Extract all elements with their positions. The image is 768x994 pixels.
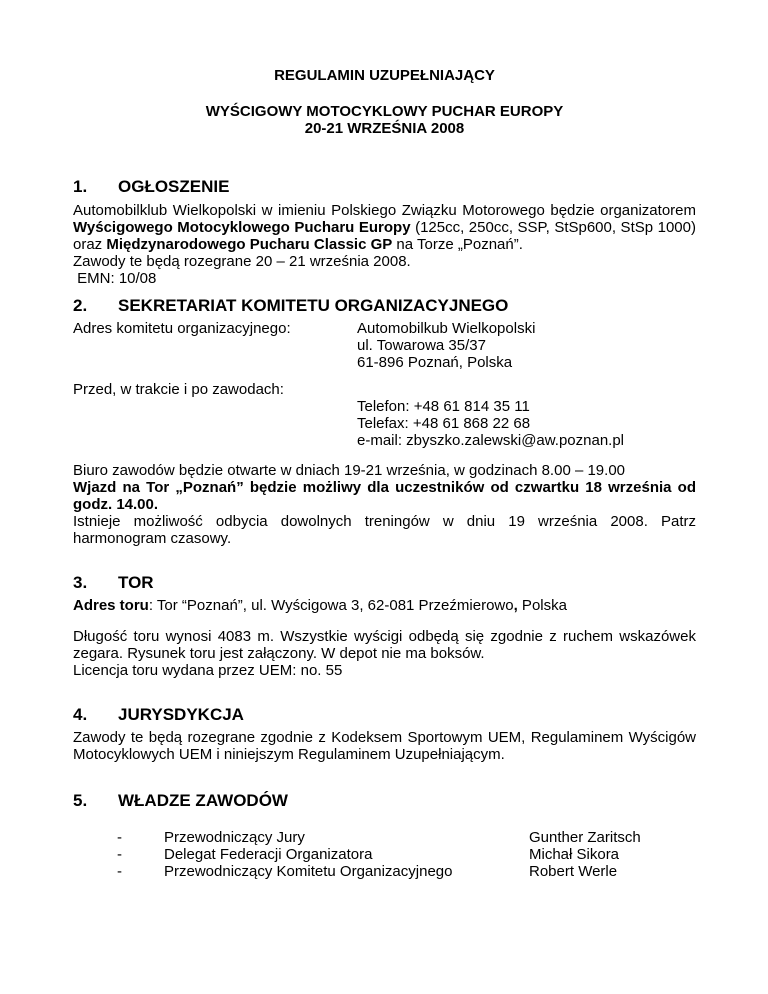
list-dash: - [117, 846, 122, 863]
official-name: Michał Sikora [529, 846, 620, 863]
jurisdiction-text: Zawody te będą rozegrane zgodnie z Kodeksem Sportowym UEM, Regulaminem Wyścigów Motocyklowych UEM i niniejszym Regulaminem Uzupełniającym. [73, 729, 696, 763]
training-info: Istnieje możliwość odbycia dowolnych treningów w dniu 19 września 2008. Patrz harmonogram czasowy. [73, 513, 696, 547]
track-licence: Licencja toru wydana przez UEM: no. 55 [73, 662, 343, 679]
track-length-info: Długość toru wynosi 4083 m. Wszystkie wyścigi odbędą się zgodnie z ruchem wskazówek zegara. Rysunek toru jest załączony. W depot nie ma boksów. [73, 628, 696, 662]
contact-label: Przed, w trakcie i po zawodach: [73, 381, 284, 398]
section-5-title: WŁADZE ZAWODÓW [118, 791, 288, 810]
office-hours: Biuro zawodów będzie otwarte w dniach 19-21 września, w godzinach 8.00 – 19.00 [73, 462, 625, 479]
address-line: 61-896 Poznań, Polska [357, 354, 513, 371]
document-subtitle [73, 103, 696, 137]
section-3-title: TOR [118, 573, 154, 592]
official-role: Przewodniczący Komitetu Organizacyjnego [164, 863, 453, 880]
subtitle-line-1: WYŚCIGOWY MOTOCYKLOWY PUCHAR EUROPY [205, 103, 564, 120]
phone-line: Telefon: +48 61 814 35 11 [357, 398, 530, 415]
section-1-emn: EMN: 10/08 [73, 270, 157, 287]
official-name: Robert Werle [529, 863, 618, 880]
section-1-announcement: Automobilklub Wielkopolski w imieniu Polskiego Związku Motorowego będzie organizatorem Wyścigowego Motocyklowego Pucharu Europy (125cc, 250cc, SSP, StSp600, StSp 1000) oraz Międzynarodowego Pucharu Classic GP na Torze „Poznań”. [73, 202, 696, 253]
track-entry-notice: Wjazd na Tor „Poznań” będzie możliwy dla uczestników od czwartku 18 września od godz. 14.00. [73, 479, 696, 513]
section-1-title: OGŁOSZENIE [118, 177, 230, 196]
document-title: REGULAMIN UZUPEŁNIAJĄCY [274, 67, 495, 84]
committee-address [357, 320, 535, 371]
section-1-dates: Zawody te będą rozegrane 20 – 21 września 2008. [73, 253, 411, 270]
contact-details [357, 398, 624, 449]
section-1-number: 1. [73, 177, 88, 196]
section-5-number: 5. [73, 791, 88, 810]
track-address: Adres toru: Tor “Poznań”, ul. Wyścigowa 3, 62-081 Przeźmierowo, Polska [73, 597, 567, 614]
official-role: Przewodniczący Jury [164, 829, 305, 846]
section-4-title: JURYSDYKCJA [118, 705, 244, 724]
list-dash: - [117, 829, 122, 846]
section-2-number: 2. [73, 296, 88, 315]
address-line: ul. Towarowa 35/37 [357, 337, 486, 354]
list-dash: - [117, 863, 122, 880]
address-label: Adres komitetu organizacyjnego: [73, 320, 291, 337]
official-role: Delegat Federacji Organizatora [164, 846, 373, 863]
subtitle-line-2: 20-21 WRZEŚNIA 2008 [304, 120, 465, 137]
section-3-number: 3. [73, 573, 88, 592]
classic-cup-name: Międzynarodowego Pucharu Classic GP [106, 236, 393, 253]
section-2-title: SEKRETARIAT KOMITETU ORGANIZACYJNEGO [118, 296, 509, 315]
track-address-label: Adres toru [73, 597, 149, 614]
email-line: e-mail: zbyszko.zalewski@aw.poznan.pl [357, 432, 625, 449]
official-name: Gunther Zaritsch [529, 829, 641, 846]
address-line: Automobilkub Wielkopolski [357, 320, 536, 337]
section-4-number: 4. [73, 705, 88, 724]
fax-line: Telefax: +48 61 868 22 68 [357, 415, 531, 432]
event-name: Wyścigowego Motocyklowego Pucharu Europy [73, 219, 411, 236]
